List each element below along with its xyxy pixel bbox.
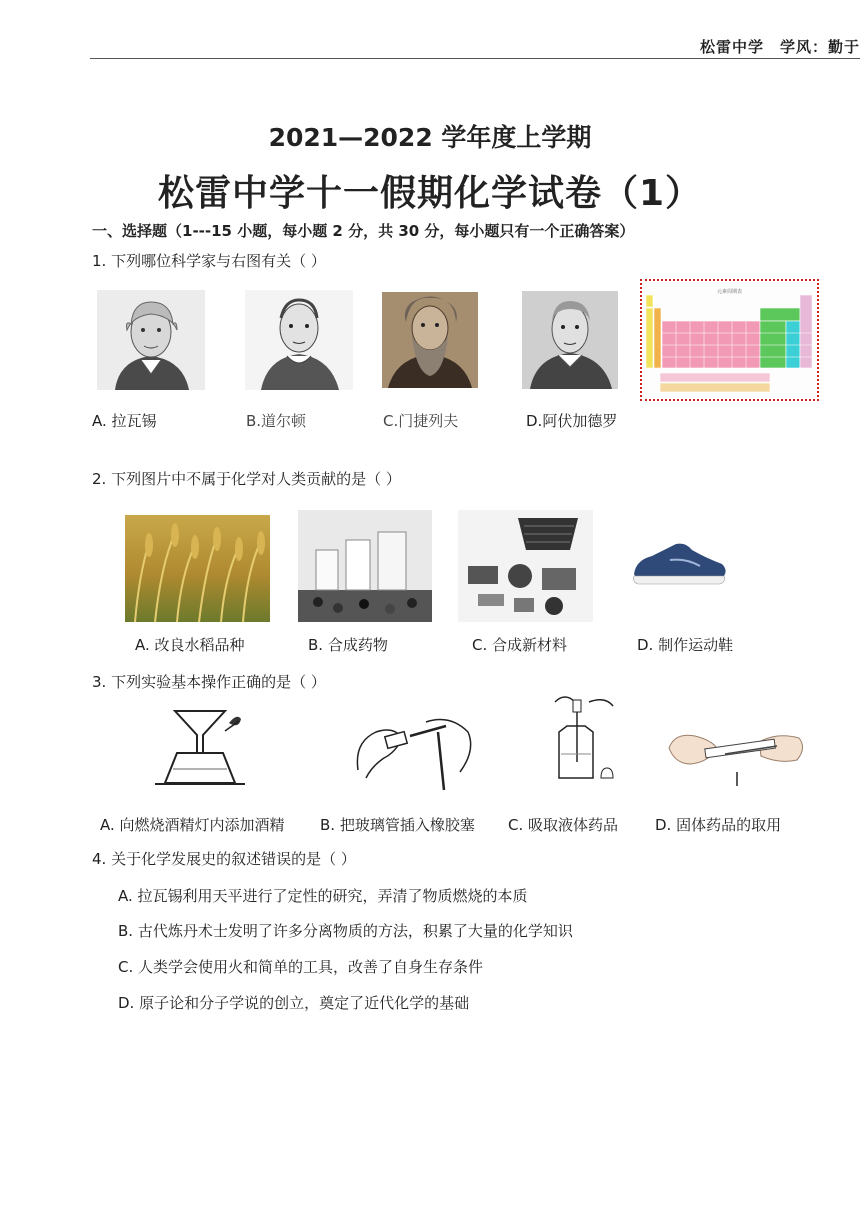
- periodic-table-image: [640, 279, 819, 401]
- medicine-image: [298, 510, 432, 622]
- section-heading: 一、选择题（1---15 小题，每小题 2 分，共 30 分，每小题只有一个正确答案）: [92, 222, 635, 240]
- question-2-stem: 2. 下列图片中不属于化学对人类贡献的是（ ）: [92, 470, 401, 488]
- question-4-stem: 4. 关于化学发展史的叙述错误的是（ ）: [92, 850, 356, 868]
- portrait-dalton-image: [245, 290, 353, 390]
- q2-option-a: A. 改良水稻品种: [135, 636, 245, 654]
- rice-field-image: [125, 515, 270, 622]
- q4-option-a: A. 拉瓦锡利用天平进行了定性的研究，弄清了物质燃烧的本质: [118, 887, 528, 905]
- q4-option-b: B. 古代炼丹术士发明了许多分离物质的方法，积累了大量的化学知识: [118, 922, 573, 940]
- portrait-mendeleev-image: [382, 292, 478, 388]
- q1-option-b: B.道尔顿: [246, 412, 307, 430]
- question-3-stem: 3. 下列实验基本操作正确的是（ ）: [92, 673, 326, 691]
- q4-option-d: D. 原子论和分子学说的创立，奠定了近代化学的基础: [118, 994, 470, 1012]
- sports-shoe-image: [630, 540, 728, 586]
- q4-option-c: C. 人类学会使用火和简单的工具，改善了自身生存条件: [118, 958, 484, 976]
- header-rule: [90, 58, 860, 59]
- q3-option-b: B. 把玻璃管插入橡胶塞: [320, 816, 475, 834]
- periodic-table-caption: 元素周期表: [716, 289, 742, 295]
- q3-option-d: D. 固体药品的取用: [655, 816, 782, 834]
- exam-term-title: 2021—2022 学年度上学期: [268, 123, 592, 152]
- q1-option-c: C.门捷列夫: [383, 412, 459, 430]
- q2-option-b: B. 合成药物: [308, 636, 388, 654]
- q3-option-c: C. 吸取液体药品: [508, 816, 619, 834]
- glass-tube-stopper-image: [350, 712, 480, 792]
- exam-title: 松雷中学十一假期化学试卷（1）: [157, 173, 703, 214]
- q3-option-a: A. 向燃烧酒精灯内添加酒精: [100, 816, 285, 834]
- solid-reagent-image: [665, 718, 810, 790]
- q1-option-a: A. 拉瓦锡: [92, 412, 157, 430]
- portrait-lavoisier-image: [97, 290, 205, 390]
- new-materials-image: [458, 510, 593, 622]
- page-header-text: 松雷中学 学风：勤于: [699, 38, 860, 56]
- q2-option-c: C. 合成新材料: [472, 636, 568, 654]
- dropper-bottle-image: [545, 692, 620, 787]
- question-1-stem: 1. 下列哪位科学家与右图有关（ ）: [92, 252, 326, 270]
- alcohol-lamp-image: [145, 705, 250, 787]
- q1-option-d: D.阿伏加德罗: [526, 412, 618, 430]
- portrait-avogadro-image: [522, 291, 618, 389]
- q2-option-d: D. 制作运动鞋: [637, 636, 734, 654]
